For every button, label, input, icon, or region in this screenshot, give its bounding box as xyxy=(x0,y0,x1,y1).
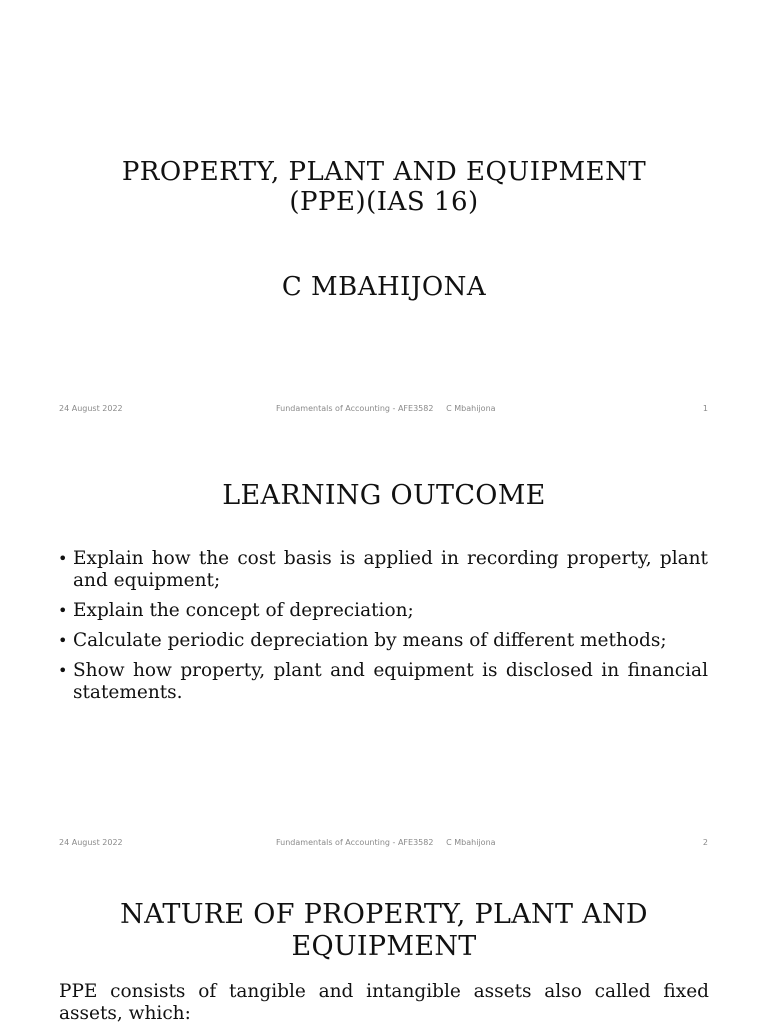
bullet-icon: • xyxy=(58,661,68,680)
slide-heading: LEARNING OUTCOME xyxy=(222,480,546,511)
bullet-text: Show how property, plant and equipment is disclosed in financial statements. xyxy=(73,660,708,703)
bullet-icon: • xyxy=(58,549,68,568)
heading-line-2: EQUIPMENT xyxy=(291,931,477,962)
footer-date: 24 August 2022 xyxy=(59,404,123,413)
bullet-text: Explain the concept of depreciation; xyxy=(73,600,414,621)
bullet-icon: • xyxy=(58,601,68,620)
list-item xyxy=(58,630,708,652)
bullet-icon: • xyxy=(58,631,68,650)
footer-course: Fundamentals of Accounting - AFE3582 C Mbahijona xyxy=(276,838,496,847)
footer-page-number: 2 xyxy=(702,838,708,847)
slide-title xyxy=(0,157,768,217)
bullet-text: Explain how the cost basis is applied in recording property, plant and equipment; xyxy=(73,548,708,591)
footer-page-number: 1 xyxy=(702,404,708,413)
title-line-2: (PPE)(IAS 16) xyxy=(289,187,479,217)
body-paragraph: PPE consists of tangible and intangible assets also called fixed assets, which: xyxy=(59,981,709,1024)
heading-line-1: NATURE OF PROPERTY, PLANT AND xyxy=(120,899,648,930)
list-item xyxy=(58,600,708,622)
bullet-text: Calculate periodic depreciation by means of different methods; xyxy=(73,630,667,651)
slide-heading xyxy=(0,899,768,963)
author-name: C MBAHIJONA xyxy=(281,272,487,302)
bullet-list xyxy=(58,548,708,712)
list-item xyxy=(58,660,708,704)
slide-footer xyxy=(0,838,768,852)
slide-1 xyxy=(0,0,768,432)
list-item xyxy=(58,548,708,592)
slide-3 xyxy=(0,864,768,1024)
slide-footer xyxy=(0,404,768,418)
slide-2 xyxy=(0,432,768,864)
footer-course: Fundamentals of Accounting - AFE3582 C Mbahijona xyxy=(276,404,496,413)
title-line-1: PROPERTY, PLANT AND EQUIPMENT xyxy=(121,157,647,187)
footer-date: 24 August 2022 xyxy=(59,838,123,847)
